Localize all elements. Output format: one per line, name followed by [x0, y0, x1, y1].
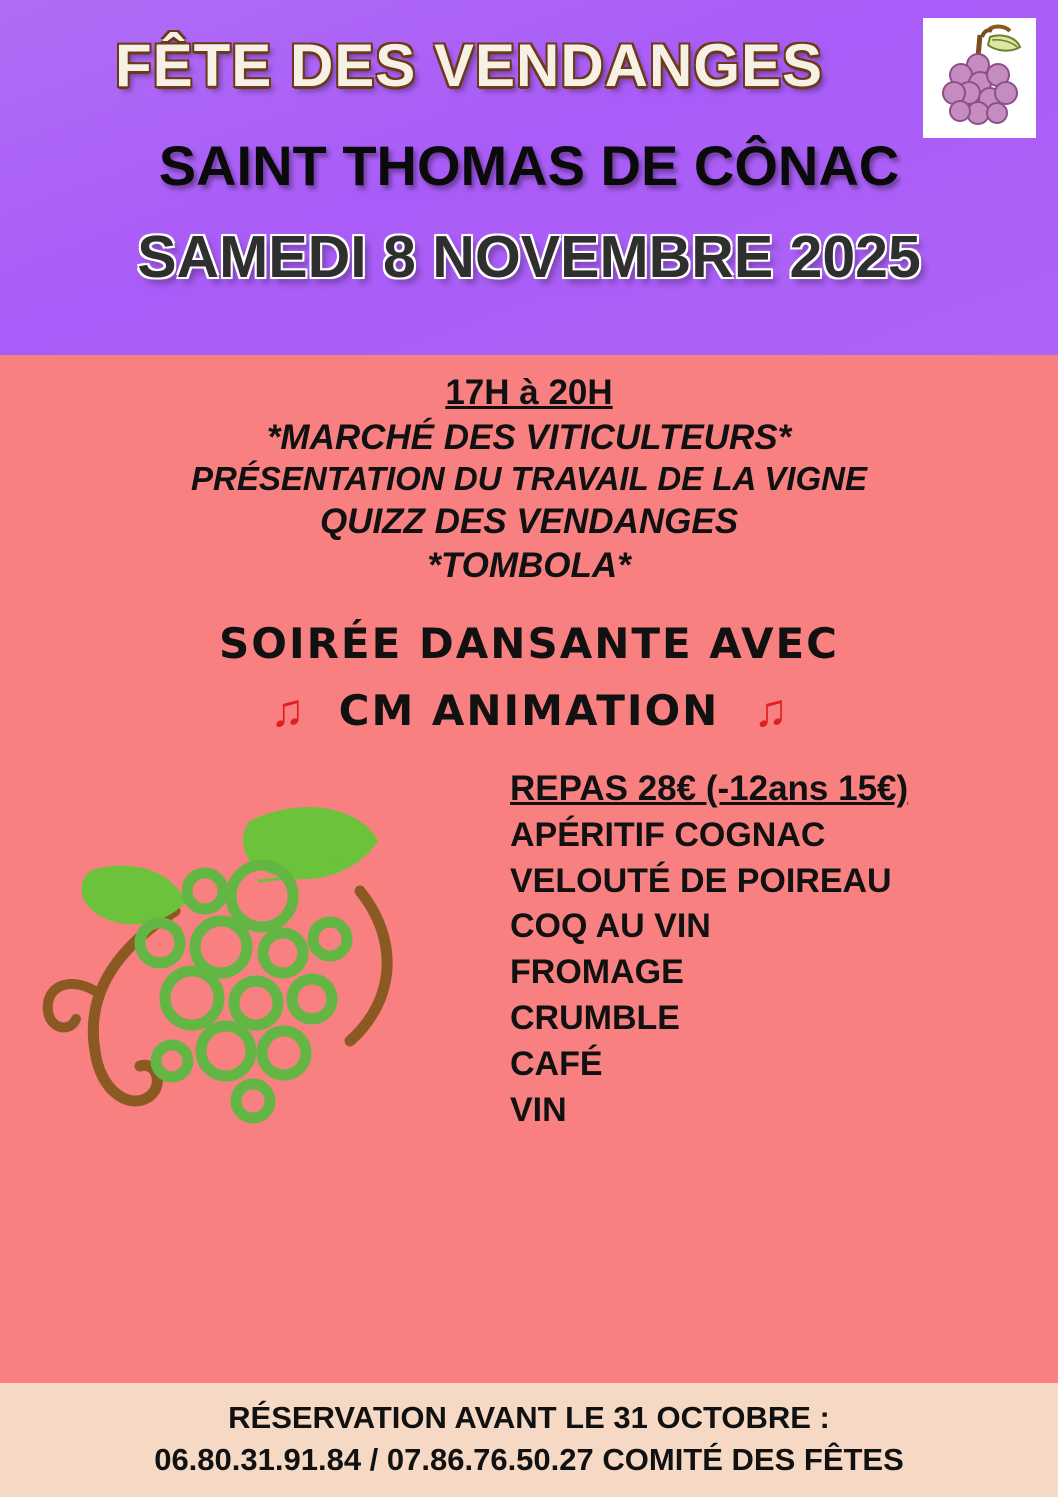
menu-item: VELOUTÉ DE POIREAU [510, 861, 892, 900]
event-date: SAMEDI 8 NOVEMBRE 2025 [137, 224, 921, 290]
menu-item: COQ AU VIN [510, 907, 711, 946]
contact-phones: 06.80.31.91.84 / 07.86.76.50.27 COMITÉ DES FÊTES [154, 1442, 904, 1478]
program-line-4: *TOMBOLA* [427, 545, 631, 585]
poster-body [0, 355, 1058, 1383]
evening-act-row [0, 686, 1058, 735]
music-note-icon-left: ♫ [270, 684, 305, 737]
program-time: 17H à 20H [445, 373, 613, 412]
music-note-icon-right: ♫ [753, 684, 788, 737]
evening-act-label: CM ANIMATION [338, 685, 720, 735]
page-title: FÊTE DES VENDANGES [114, 32, 824, 99]
program-line-2: PRÉSENTATION DU TRAVAIL DE LA VIGNE [191, 460, 867, 498]
city-title: SAINT THOMAS DE CÔNAC [158, 134, 900, 197]
menu-title: REPAS 28€ (-12ans 15€) [510, 768, 909, 808]
poster-footer [0, 1383, 1058, 1497]
grape-bunch-illustration [0, 761, 500, 1231]
menu-item: FROMAGE [510, 953, 684, 992]
reservation-deadline: RÉSERVATION AVANT LE 31 OCTOBRE : [228, 1400, 830, 1436]
menu-item: CAFÉ [510, 1045, 603, 1084]
menu-and-illustration [0, 761, 1058, 1231]
menu-item: CRUMBLE [510, 999, 680, 1038]
menu-item: APÉRITIF COGNAC [510, 815, 826, 854]
menu-item: VIN [510, 1091, 567, 1130]
poster-header [0, 0, 1058, 355]
grapes-icon [923, 18, 1036, 138]
menu-block [500, 761, 1058, 1231]
program-line-1: *MARCHÉ DES VITICULTEURS* [266, 418, 792, 458]
program-line-3: QUIZZ DES VENDANGES [319, 502, 739, 542]
evening-title: SOIRÉE DANSANTE AVEC [219, 618, 839, 668]
